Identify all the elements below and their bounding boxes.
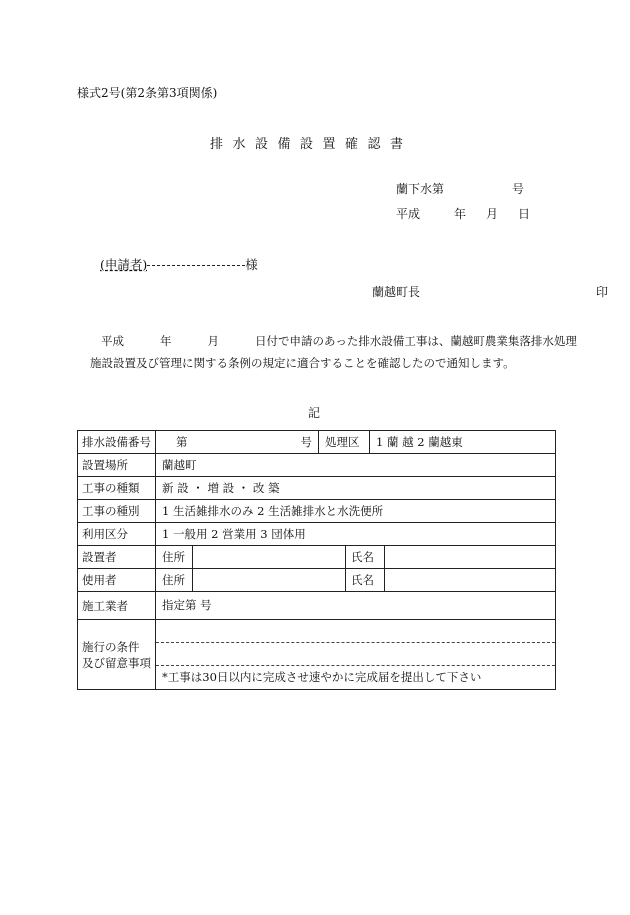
table-row	[78, 477, 556, 500]
issuer-seal: 印	[596, 285, 609, 299]
equipment-no-suffix: 号	[300, 435, 312, 449]
user-address-label: 住所	[156, 569, 193, 591]
user-name-label: 氏名	[346, 569, 385, 591]
table-row	[78, 500, 556, 523]
doc-no-prefix: 蘭下水第	[396, 182, 445, 196]
conditions-field	[156, 620, 556, 690]
body-era: 平成	[101, 334, 124, 348]
installer-address-label: 住所	[156, 546, 193, 568]
body-text-line1	[101, 333, 577, 349]
installer-label: 設置者	[78, 546, 156, 569]
usage-label: 利用区分	[78, 523, 156, 546]
date-era: 平成	[396, 207, 421, 221]
table-row	[78, 620, 556, 690]
body-month: 月	[207, 334, 219, 348]
conditions-label	[78, 620, 156, 690]
document-number	[396, 180, 524, 197]
work-type-label: 工事の種類	[78, 477, 156, 500]
confirmation-table	[77, 430, 556, 690]
table-row	[78, 546, 556, 569]
work-kind-field[interactable]: 1 生活雑排水のみ 2 生活雑排水と水洗便所	[156, 500, 556, 523]
equipment-no-label: 排水設備番号	[78, 431, 156, 454]
conditions-label-line1: 施行の条件	[82, 639, 140, 654]
user-field	[156, 569, 556, 592]
conditions-input-line2[interactable]	[156, 643, 555, 666]
document-title: 排水設備設置確認書	[210, 137, 413, 152]
body-year: 年	[160, 334, 172, 348]
issuer-line	[372, 283, 608, 300]
table-row	[78, 454, 556, 477]
date-day: 日	[518, 207, 531, 221]
district-field[interactable]: 1 蘭 越 2 蘭越東	[370, 431, 556, 454]
user-name-input[interactable]	[385, 569, 555, 591]
equipment-no-field[interactable]	[156, 431, 319, 454]
installer-field	[156, 546, 556, 569]
date-month: 月	[486, 207, 499, 221]
applicant-name-blank[interactable]	[147, 265, 245, 266]
contractor-field[interactable]: 指定第 号	[156, 592, 556, 620]
body-text-line2: 施設設置及び管理に関する条例の規定に適合することを確認したので通知します。	[90, 356, 515, 370]
table-row	[78, 569, 556, 592]
ki-heading: 記	[308, 406, 321, 420]
installer-name-label: 氏名	[346, 546, 385, 568]
form-number: 様式2号(第2条第3項関係)	[77, 86, 218, 100]
conditions-label-line2: 及び留意事項	[82, 655, 151, 670]
conditions-input-line1[interactable]	[156, 620, 555, 643]
doc-no-suffix: 号	[512, 182, 525, 196]
installer-name-input[interactable]	[385, 546, 555, 568]
location-label: 設置場所	[78, 454, 156, 477]
location-field[interactable]: 蘭越町	[156, 454, 556, 477]
usage-field[interactable]: 1 一般用 2 営業用 3 団体用	[156, 523, 556, 546]
issue-date	[396, 205, 530, 222]
user-label: 使用者	[78, 569, 156, 592]
district-label: 処理区	[319, 431, 370, 454]
conditions-note: *工事は30日以内に完成させ速やかに完成届を提出して下さい	[162, 670, 482, 684]
table-row	[78, 592, 556, 620]
user-address-input[interactable]	[193, 569, 346, 591]
table-row	[78, 431, 556, 454]
table-row	[78, 523, 556, 546]
work-kind-label: 工事の種別	[78, 500, 156, 523]
date-year: 年	[454, 207, 467, 221]
contractor-label: 施工業者	[78, 592, 156, 620]
body-rest: 日付で申請のあった排水設備工事は、蘭越町農業集落排水処理	[255, 334, 577, 348]
applicant-line	[100, 255, 258, 273]
applicant-label: (申請者)	[100, 257, 148, 272]
issuer-name: 蘭越町長	[372, 285, 421, 299]
work-type-field[interactable]: 新 設 ・ 増 設 ・ 改 築	[156, 477, 556, 500]
equipment-no-prefix: 第	[176, 435, 188, 449]
applicant-suffix: 様	[245, 257, 258, 272]
installer-address-input[interactable]	[193, 546, 346, 568]
